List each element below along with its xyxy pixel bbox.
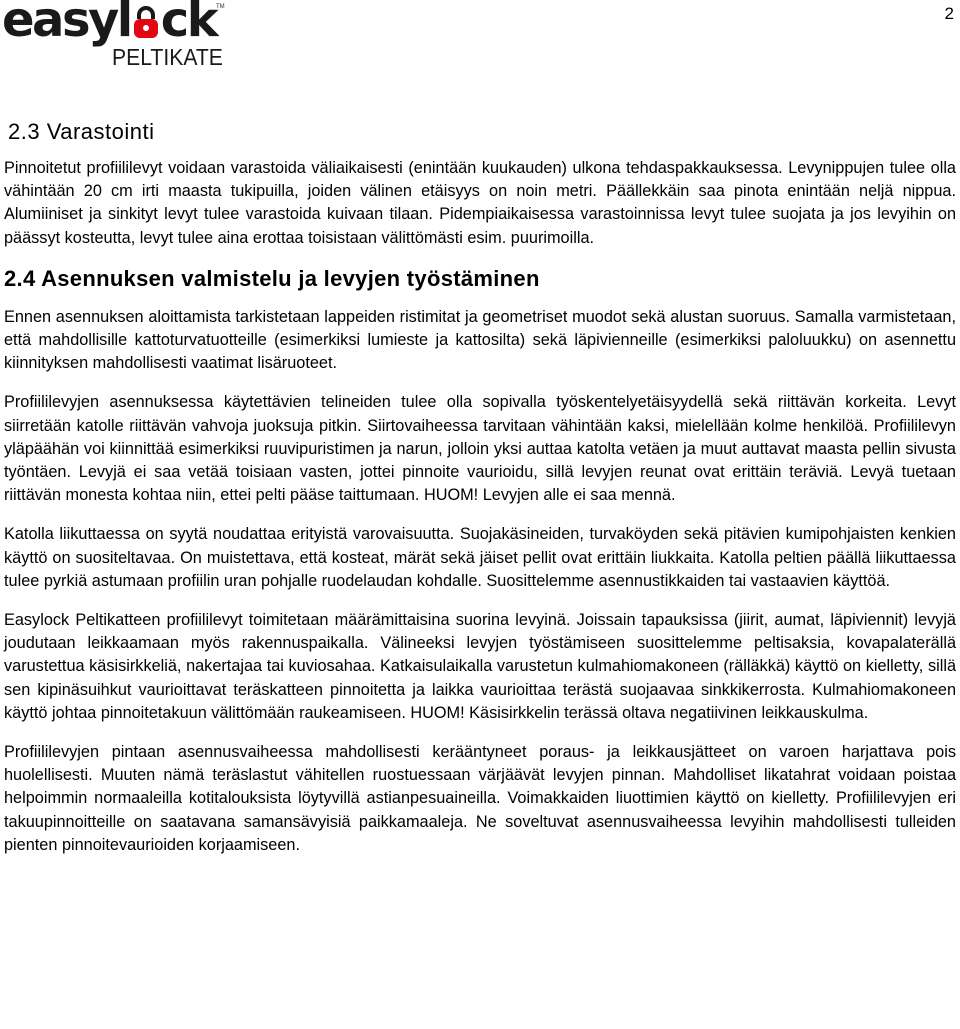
logo-subtitle: PELTIKATE: [112, 44, 223, 70]
paragraph-roof-safety: Katolla liikuttaessa on syytä noudattaa erityistä varovaisuutta. Suojakäsineiden, turvaköyden sekä pitävien kumipohjaisten kenkien käyttö on suositeltavaa. On muistettava, että kosteat, märät sekä jäiset pellit ovat erittäin liukkaita. Katolla peltien päällä liikuttaessa tulee pyrkiä astumaan profiilin uran pohjalle ruodelaudan kohdalle. Suosittelemme asennustikkaiden tai vastaavien käyttöä.: [4, 525, 956, 590]
paragraph-cleaning: Profiililevyjen pintaan asennusvaiheessa mahdollisesti kerääntyneet poraus- ja leikkausjätteet on varoen harjattava pois huolellisesti. Muuten nämä teräslastut vähitellen ruostuessaan värjäävät levyjen pinnan. Mahdolliset likatahrat voidaan poistaa helpoimmin normaaleilla kotitalouksista löytyvillä astianpesuaineilla. Voimakkaiden liuottimien käyttö on kielletty. Profiililevyjen eri takuupinnoitteille on saatavana samansävyisiä paikkamaaleja. Ne soveltuvat asennusvaiheessa levyihin mahdollisesti tulleiden pienten pinnoitevaurioiden korjaamiseen.: [4, 743, 956, 854]
logo-word-end: ck: [160, 0, 217, 48]
padlock-icon: [131, 0, 161, 44]
paragraph-cutting: Easylock Peltikatteen profiililevyt toimitetaan määrämittaisina suorina levyinä. Joissain tapauksissa (jiirit, aumat, läpiviennit) levyjä joudutaan leikkaamaan myös rakennuspaikalla. Välineeksi levyjen työstämiseen suosittelemme peltisaksia, kovapalaterällä varustettua käsisirkkeliä, nakertajaa tai kuviosahaa. Katkaisulaikalla varustetun kulmahiomakoneen (rälläkkä) käyttö on kielletty, sillä sen kipinäsuihkut vaurioittavat teräskatteen pinnoitetta ja laikka vaurioittaa terästä suojaavaa sinkkikerrosta. Kulmahiomakoneen käyttö johtaa pinnoitetakuun välittömään raukeamiseen. HUOM! Käsisirkkelin terässä oltava negatiivinen leikkauskulma.: [4, 611, 956, 722]
document-body: [4, 118, 956, 857]
section-heading-2-4: 2.4 Asennuksen valmistelu ja levyjen työstäminen: [4, 265, 540, 291]
trademark-mark: TM: [216, 4, 225, 10]
logo-wordmark: [2, 0, 217, 48]
logo-word-start: easyl: [2, 0, 131, 48]
paragraph-storage: Pinnoitetut profiililevyt voidaan varastoida väliaikaisesti (enintään kuukauden) ulkona tehdaspakkauksessa. Levynippujen tulee olla vähintään 20 cm irti maasta tukipuilla, joiden välinen etäisyys on noin metri. Päällekkäin saa pinota enintään neljä nippua. Alumiiniset ja sinkityt levyt tulee varastoida kuivaan tilaan. Pidempiaikaisessa varastoinnissa levyt tulee suojata ja jos levyihin on päässyt kosteutta, levyt tulee aina erottaa toisistaan välittömästi esim. puurimoilla.: [4, 159, 956, 247]
paragraph-scaffolding: Profiililevyjen asennuksessa käytettävien telineiden tulee olla sopivalla työskentelyetäisyydellä sekä riittävän korkeita. Levyt siirretään katolle riittävän vahvoja juoksuja pitkin. Siirtovaiheessa tarvitaan vähintään kaksi, mielellään kolme henkilöä. Profiililevyn yläpäähän voi kiinnittää esimerkiksi ruuvipuristimen ja narun, jolloin yksi auttaa katolta vetäen ja muut auttavat maasta pellin sivusta työntäen. Levyjä ei saa vetää toisiaan vasten, jottei pinnoite vaurioidu, sillä levyjen reunat ovat erittäin teräviä. Levyä tuetaan riittävän monesta kohtaa niin, ettei pelti pääse taittumaan. HUOM! Levyjen alle ei saa mennä.: [4, 393, 956, 505]
section-heading-2-3: 2.3 Varastointi: [8, 119, 155, 144]
page-number: 2: [944, 4, 954, 23]
paragraph-preparation: Ennen asennuksen aloittamista tarkistetaan lappeiden ristimitat ja geometriset muodot sekä alustan suoruus. Samalla varmistetaan, että mahdollisille kattoturvatuotteille (esimerkiksi lumieste ja kattosilta) sekä läpivienneille (esimerkiksi paloluukku) on asennettu kiinnityksen mahdollisesti vaatimat lisäruoteet.: [4, 307, 956, 373]
brand-logo: [2, 0, 232, 75]
